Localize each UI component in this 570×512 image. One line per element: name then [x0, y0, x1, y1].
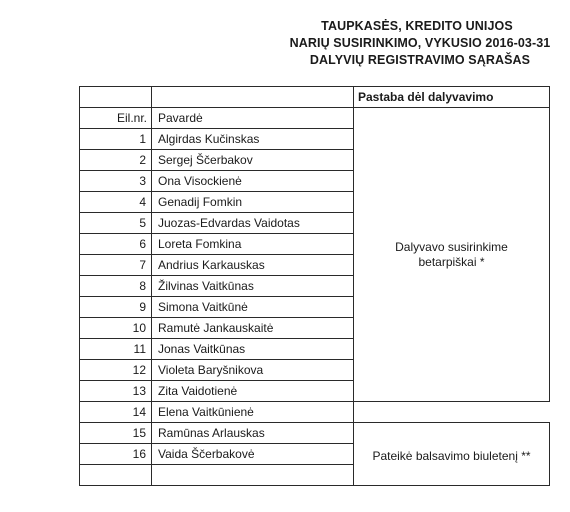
empty-cell [80, 87, 152, 108]
member-name: Ona Visockienė [152, 171, 354, 192]
member-name: Juozas-Edvardas Vaidotas [152, 213, 354, 234]
title-line-1: TAUPKASĖS, KREDITO UNIJOS [321, 19, 513, 33]
row-number: 9 [80, 297, 152, 318]
row-number: 7 [80, 255, 152, 276]
member-name: Ramūnas Arlauskas [152, 423, 354, 444]
empty-cell [152, 87, 354, 108]
row-number: 4 [80, 192, 152, 213]
row-number: 15 [80, 423, 152, 444]
title-line-3: DALYVIŲ REGISTRAVIMO SĄRAŠAS [309, 53, 531, 67]
table-top-row [80, 87, 550, 108]
row-number: 10 [80, 318, 152, 339]
member-name: Sergej Ščerbakov [152, 150, 354, 171]
row-number: 13 [80, 381, 152, 402]
table-row [80, 402, 550, 423]
row-number: 3 [80, 171, 152, 192]
note-direct-line-2: betarpiškai * [418, 254, 485, 269]
row-number: 14 [80, 402, 152, 423]
note-direct-participation [354, 108, 550, 402]
note-direct-line-1: Dalyvavo susirinkime [395, 239, 508, 254]
column-header-number: Eil.nr. [80, 108, 152, 129]
document-title [270, 18, 570, 69]
member-name: Loreta Fomkina [152, 234, 354, 255]
table-row [80, 423, 550, 444]
member-name: Jonas Vaitkūnas [152, 339, 354, 360]
member-name: Andrius Karkauskas [152, 255, 354, 276]
row-number: 12 [80, 360, 152, 381]
row-number: 5 [80, 213, 152, 234]
member-name: Žilvinas Vaitkūnas [152, 276, 354, 297]
row-number: 6 [80, 234, 152, 255]
row-number: 8 [80, 276, 152, 297]
member-name: Simona Vaitkūnė [152, 297, 354, 318]
note-column-header: Pastaba dėl dalyvavimo [354, 87, 550, 108]
row-number: 11 [80, 339, 152, 360]
row-number: 16 [80, 444, 152, 465]
member-name: Vaida Ščerbakovė [152, 444, 354, 465]
column-header-name: Pavardė [152, 108, 354, 129]
empty-cell [80, 465, 152, 486]
member-name: Algirdas Kučinskas [152, 129, 354, 150]
empty-cell [152, 465, 354, 486]
row-number: 2 [80, 150, 152, 171]
member-name: Elena Vaitkūnienė [152, 402, 354, 423]
row-number: 1 [80, 129, 152, 150]
member-name: Zita Vaidotienė [152, 381, 354, 402]
member-name: Ramutė Jankauskaitė [152, 318, 354, 339]
registration-table [79, 86, 550, 486]
table-header-row [80, 108, 550, 129]
note-ballot-submitted: Pateikė balsavimo biuletenį ** [354, 423, 550, 486]
member-name: Violeta Baryšnikova [152, 360, 354, 381]
member-name: Genadij Fomkin [152, 192, 354, 213]
title-line-2: NARIŲ SUSIRINKIMO, VYKUSIO 2016-03-31 [289, 36, 551, 50]
